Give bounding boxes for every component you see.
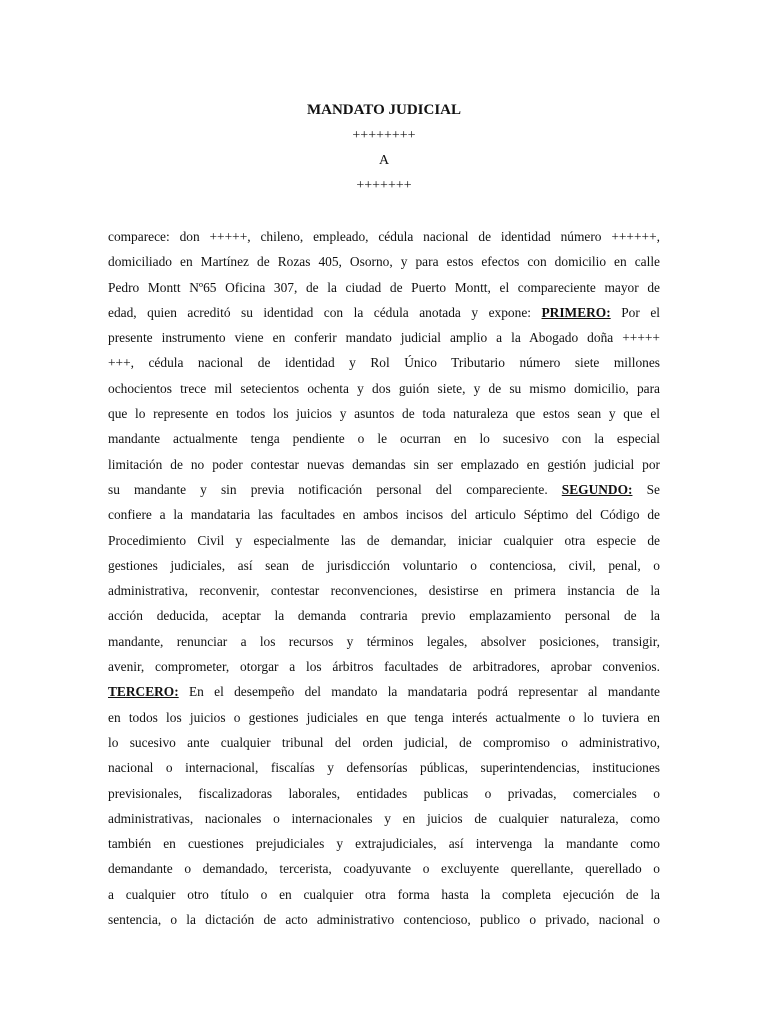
body-line-text: su mandante y sin previa notificación personal del compareciente.: [108, 481, 548, 497]
party-placeholder-2: +++++++: [356, 178, 412, 193]
body-line-text: comparece: don +++++, chileno, empleado, cédula nacional de identidad número ++++++,: [108, 229, 660, 244]
document-header: [0, 98, 768, 198]
body-line: [108, 477, 660, 502]
body-line-text: confiere a la mandataria las facultades en ambos incisos del articulo Séptimo del Código de: [108, 507, 660, 523]
body-line-text: presente instrumento viene en conferir mandato judicial amplio a la Abogado doña +++++: [108, 330, 660, 346]
body-line-text: Se: [646, 481, 660, 497]
body-line-text: a cualquier otro título o en cualquier otra forma hasta la completa ejecución de la: [108, 886, 660, 902]
body-line: [108, 654, 660, 679]
body-line-text: edad, quien acreditó su identidad con la cédula anotada y expone:: [108, 304, 531, 320]
body-line-text: domiciliado en Martínez de Rozas 405, Osorno, y para estos efectos con domicilio en calle: [108, 254, 660, 270]
party-placeholder-1: ++++++++: [352, 128, 416, 143]
body-line-text: +++, cédula nacional de identidad y Rol Único Tributario número siete millones: [108, 355, 660, 371]
body-line-text: sentencia, o la dictación de acto administrativo contencioso, publico o privado, nacional o: [108, 912, 660, 928]
body-line-text: gestiones judiciales, así sean de jurisdicción voluntario o contenciosa, civil, penal, o: [108, 557, 660, 573]
body-line-text: Procedimiento Civil y especialmente las de demandar, iniciar cualquier otra especie de: [108, 532, 660, 548]
body-line-text: administrativas, nacionales o internacionales y en juicios de cualquier naturaleza, como: [108, 810, 660, 826]
body-line: [108, 629, 660, 654]
body-line: [108, 755, 660, 780]
body-line: [108, 249, 660, 274]
body-line: [108, 426, 660, 451]
body-line: [108, 502, 660, 527]
body-line: [108, 376, 660, 401]
document-body: [108, 224, 660, 932]
body-line-text: mandante, renunciar a los recursos y términos legales, absolver posiciones, transigir,: [108, 633, 660, 649]
body-line-text: Por el: [621, 304, 660, 320]
clause-heading: TERCERO:: [108, 684, 179, 700]
body-line: [108, 528, 660, 553]
body-line: [108, 325, 660, 350]
clause-heading: PRIMERO:: [541, 304, 611, 320]
body-line: [108, 603, 660, 628]
body-line-text: En el desempeño del mandato la mandataria podrá representar al mandante: [188, 684, 660, 700]
body-line: [108, 224, 660, 249]
party-connector: A: [378, 153, 390, 168]
body-line-text: ochocientos trece mil setecientos ochenta y dos guión siete, y de su mismo domicilio, para: [108, 380, 660, 396]
body-line-text: administrativa, reconvenir, contestar reconvenciones, desistirse en primera instancia de la: [108, 583, 660, 599]
body-line: [108, 831, 660, 856]
body-line-text: mandante actualmente tenga pendiente o le ocurran en lo sucesivo con la especial: [108, 431, 660, 447]
body-line: [108, 275, 660, 300]
body-line: [108, 300, 660, 325]
body-line: [108, 350, 660, 375]
body-line-text: también en cuestiones prejudiciales y extrajudiciales, así intervenga la mandante como: [108, 836, 660, 852]
body-line-text: avenir, comprometer, otorgar a los árbitros facultades de arbitradores, aprobar convenios.: [108, 659, 660, 675]
clause-heading: SEGUNDO:: [561, 481, 633, 497]
body-line-text: en todos los juicios o gestiones judiciales en que tenga interés actualmente o lo tuviera en: [108, 709, 660, 725]
body-line: [108, 578, 660, 603]
body-line: [108, 679, 660, 704]
body-line-text: previsionales, fiscalizadoras laborales, entidades publicas o privadas, comerciales o: [108, 785, 660, 801]
body-line-text: Pedro Montt Nº65 Oficina 307, de la ciudad de Puerto Montt, el compareciente mayor de: [108, 279, 660, 295]
body-line: [108, 907, 660, 932]
body-line: [108, 452, 660, 477]
body-line: [108, 401, 660, 426]
body-line: [108, 882, 660, 907]
body-line: [108, 730, 660, 755]
body-line-text: acción deducida, aceptar la demanda contraria previo emplazamiento personal de la: [108, 608, 660, 624]
body-line: [108, 553, 660, 578]
body-line: [108, 806, 660, 831]
body-line: [108, 705, 660, 730]
body-line: [108, 781, 660, 806]
body-line-text: demandante o demandado, tercerista, coadyuvante o excluyente querellante, querellado o: [108, 861, 660, 877]
body-line-text: nacional o internacional, fiscalías y defensorías públicas, superintendencias, instituciones: [108, 760, 660, 776]
body-line-text: lo sucesivo ante cualquier tribunal del orden judicial, de compromiso o administrativo,: [108, 734, 660, 750]
body-line-text: limitación de no poder contestar nuevas demandas sin ser emplazado en gestión judicial por: [108, 456, 660, 472]
document-title: MANDATO JUDICIAL: [306, 102, 462, 118]
body-line: [108, 856, 660, 881]
body-line-text: que lo represente en todos los juicios y asuntos de toda naturaleza que estos sean y que el: [108, 406, 660, 422]
